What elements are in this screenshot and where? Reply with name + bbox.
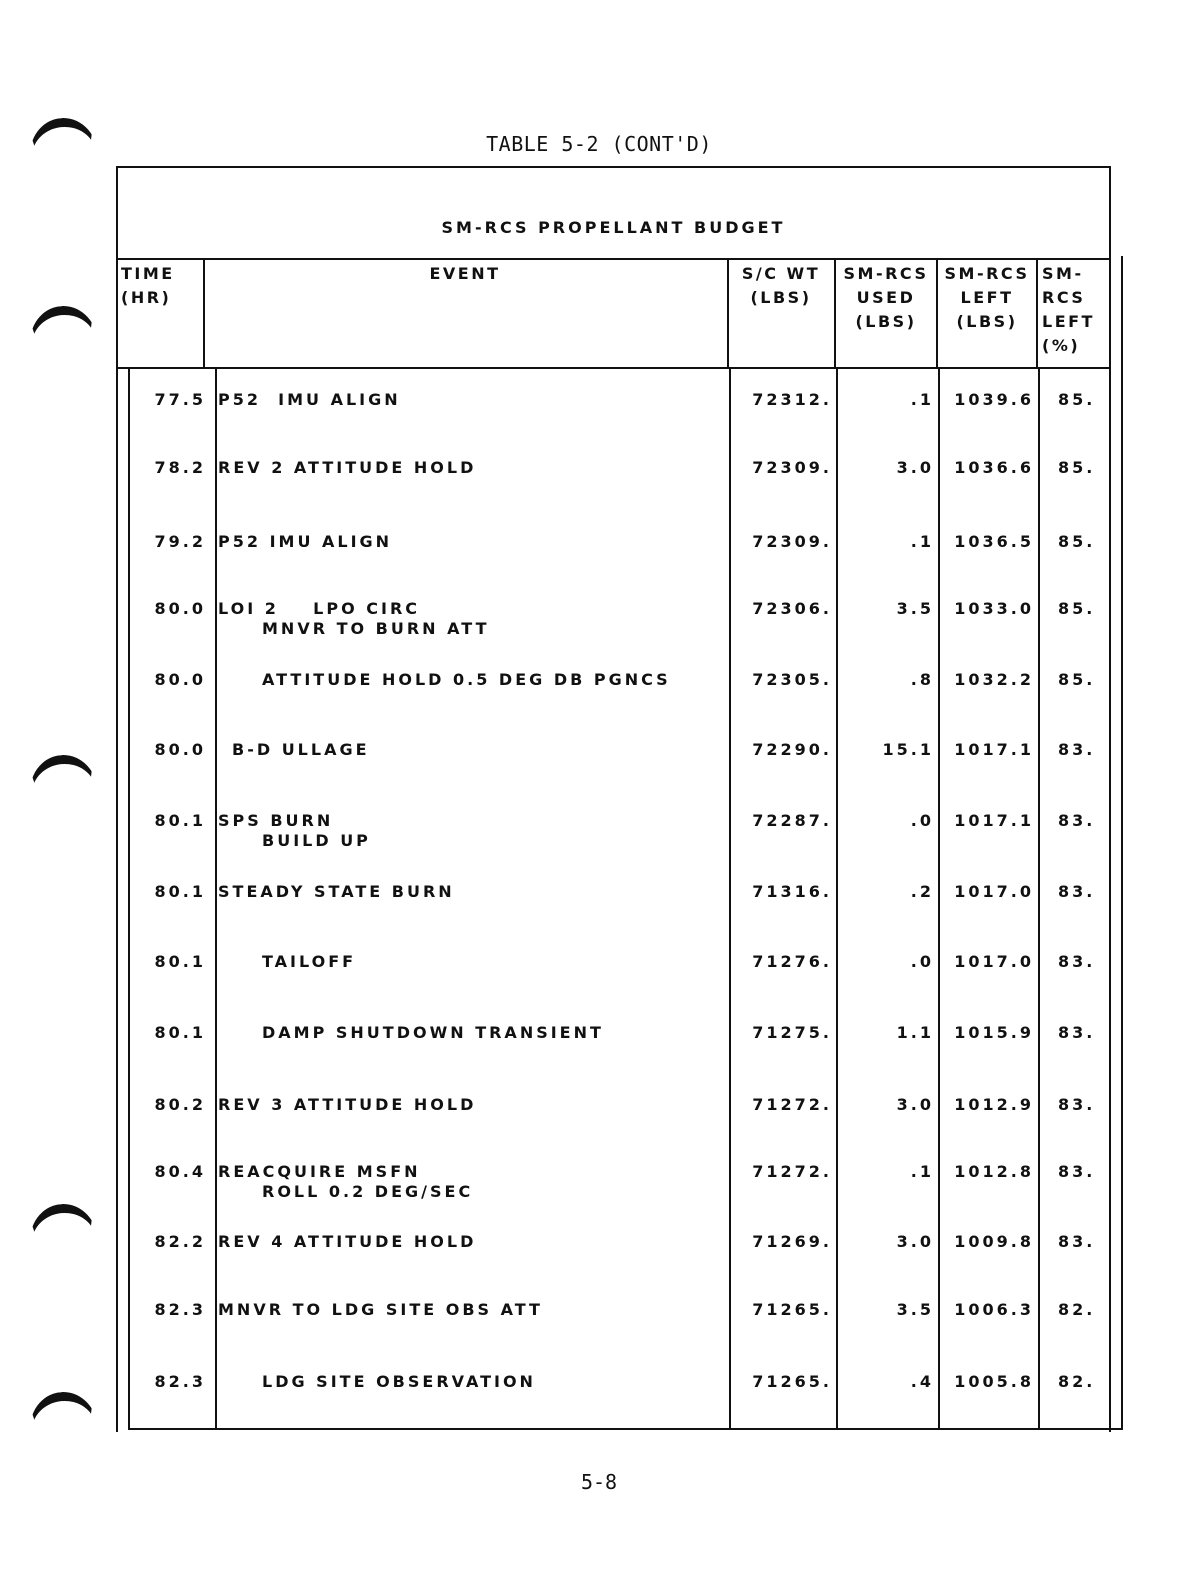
binder-hole-5 [26,1389,101,1471]
column-header-left-lbs: SM-RCS [944,264,1030,283]
row-sc-weight: 71265. [752,1372,832,1391]
page-number: 5-8 [580,1470,618,1494]
row-rcs-used: 3.0 [896,1095,934,1114]
column-header-sc-wt: (LBS) [750,288,812,307]
column-header-left-pct: RCS [1042,288,1086,307]
row-rcs-used: 3.5 [896,599,934,618]
row-time: 80.0 [154,740,206,759]
column-divider-3 [836,368,838,1430]
column-header-left-lbs: LEFT [960,288,1014,307]
row-rcs-left-lbs: 1017.1 [954,811,1034,830]
row-sc-weight: 72287. [752,811,832,830]
row-time: 80.1 [154,882,206,901]
row-event: MNVR TO LDG SITE OBS ATT [218,1300,543,1319]
row-rcs-left-pct: 83. [1058,882,1096,901]
column-header-used: SM-RCS [843,264,929,283]
row-rcs-used: .0 [910,952,934,971]
column-header-left-pct: LEFT [1042,312,1095,331]
row-rcs-used: .1 [910,532,934,551]
row-rcs-left-lbs: 1036.5 [954,532,1034,551]
row-sc-weight: 72306. [752,599,832,618]
header-rule-bottom [118,367,1111,369]
row-time: 80.4 [154,1162,206,1181]
column-header-used: USED [856,288,916,307]
column-header-used: (LBS) [855,312,917,331]
column-divider-4 [938,368,940,1430]
column-divider-header-5 [1036,260,1038,368]
row-rcs-left-pct: 83. [1058,1162,1096,1181]
row-rcs-left-pct: 85. [1058,458,1096,477]
row-time: 79.2 [154,532,206,551]
column-header-left-pct: SM- [1042,264,1084,283]
row-event: P52 IMU ALIGN [218,390,401,409]
page-title: TABLE 5-2 (CONT'D) [486,132,712,156]
row-rcs-used: .4 [910,1372,934,1391]
row-sc-weight: 72309. [752,458,832,477]
row-rcs-used: .0 [910,811,934,830]
row-rcs-left-lbs: 1017.0 [954,952,1034,971]
column-divider-header-1 [203,260,205,368]
row-sc-weight: 71276. [752,952,832,971]
row-event: REV 4 ATTITUDE HOLD [218,1232,477,1251]
row-rcs-used: .2 [910,882,934,901]
row-event: LOI 2 LPO CIRC [218,599,421,618]
row-time: 77.5 [154,390,206,409]
row-time: 80.2 [154,1095,206,1114]
column-header-left-pct: (%) [1042,336,1081,355]
row-event: REV 3 ATTITUDE HOLD [218,1095,477,1114]
row-sc-weight: 72309. [752,532,832,551]
row-event: STEADY STATE BURN [218,882,455,901]
row-rcs-left-pct: 85. [1058,532,1096,551]
row-rcs-left-lbs: 1017.1 [954,740,1034,759]
row-time: 82.3 [154,1372,206,1391]
row-time: 82.3 [154,1300,206,1319]
row-event-continued: BUILD UP [262,831,371,850]
row-rcs-left-pct: 83. [1058,1023,1096,1042]
row-rcs-used: 3.0 [896,1232,934,1251]
row-rcs-left-lbs: 1036.6 [954,458,1034,477]
row-sc-weight: 72290. [752,740,832,759]
column-divider-1 [215,368,217,1430]
row-sc-weight: 72312. [752,390,832,409]
row-rcs-left-lbs: 1033.0 [954,599,1034,618]
row-sc-weight: 71269. [752,1232,832,1251]
row-rcs-left-lbs: 1017.0 [954,882,1034,901]
row-event: REACQUIRE MSFN [218,1162,421,1181]
row-rcs-left-lbs: 1005.8 [954,1372,1034,1391]
row-time: 80.0 [154,670,206,689]
column-header-time: TIME [121,264,175,283]
row-time: 80.0 [154,599,206,618]
row-time: 80.1 [154,952,206,971]
row-rcs-left-lbs: 1039.6 [954,390,1034,409]
row-rcs-used: 3.0 [896,458,934,477]
column-header-event: EVENT [429,264,501,283]
table-title: SM-RCS PROPELLANT BUDGET [441,218,786,237]
row-time: 78.2 [154,458,206,477]
row-rcs-left-pct: 83. [1058,811,1096,830]
row-rcs-left-lbs: 1012.9 [954,1095,1034,1114]
row-event-continued: MNVR TO BURN ATT [262,619,490,638]
row-rcs-left-lbs: 1009.8 [954,1232,1034,1251]
row-event: LDG SITE OBSERVATION [262,1372,536,1391]
row-rcs-used: .1 [910,390,934,409]
row-sc-weight: 72305. [752,670,832,689]
row-rcs-left-pct: 85. [1058,390,1096,409]
row-rcs-left-pct: 82. [1058,1300,1096,1319]
row-rcs-left-lbs: 1032.2 [954,670,1034,689]
row-sc-weight: 71316. [752,882,832,901]
row-event: P52 IMU ALIGN [218,532,393,551]
row-rcs-left-pct: 82. [1058,1372,1096,1391]
row-event-continued: ROLL 0.2 DEG/SEC [262,1182,474,1201]
row-sc-weight: 71265. [752,1300,832,1319]
row-event: DAMP SHUTDOWN TRANSIENT [262,1023,604,1042]
row-rcs-left-pct: 85. [1058,599,1096,618]
row-rcs-left-pct: 83. [1058,1232,1096,1251]
row-rcs-left-lbs: 1006.3 [954,1300,1034,1319]
body-right-border [1121,256,1123,1430]
row-rcs-left-pct: 83. [1058,740,1096,759]
column-header-left-lbs: (LBS) [956,312,1018,331]
row-time: 80.1 [154,811,206,830]
row-sc-weight: 71272. [752,1162,832,1181]
binder-hole-4 [26,1201,101,1283]
row-time: 82.2 [154,1232,206,1251]
binder-hole-2 [26,303,101,385]
row-event: SPS BURN [218,811,334,830]
row-event: ATTITUDE HOLD 0.5 DEG DB PGNCS [262,670,671,689]
column-divider-2 [729,368,731,1430]
column-header-time: (HR) [121,288,172,307]
header-rule-top [116,258,1111,260]
row-rcs-left-lbs: 1015.9 [954,1023,1034,1042]
row-sc-weight: 71275. [752,1023,832,1042]
row-event: REV 2 ATTITUDE HOLD [218,458,477,477]
row-rcs-used: .1 [910,1162,934,1181]
row-time: 80.1 [154,1023,206,1042]
row-rcs-left-pct: 85. [1058,670,1096,689]
row-rcs-used: 3.5 [896,1300,934,1319]
row-rcs-left-pct: 83. [1058,952,1096,971]
column-header-sc-wt: S/C WT [741,264,821,283]
row-event: B-D ULLAGE [232,740,370,759]
binder-hole-3 [26,752,101,834]
row-rcs-used: .8 [910,670,934,689]
row-sc-weight: 71272. [752,1095,832,1114]
table-bottom-rule [128,1428,1123,1430]
row-rcs-used: 15.1 [882,740,934,759]
column-divider-header-2 [727,260,729,368]
row-rcs-used: 1.1 [896,1023,934,1042]
column-divider-5 [1038,368,1040,1430]
row-rcs-left-lbs: 1012.8 [954,1162,1034,1181]
row-event: TAILOFF [262,952,357,971]
row-rcs-left-pct: 83. [1058,1095,1096,1114]
